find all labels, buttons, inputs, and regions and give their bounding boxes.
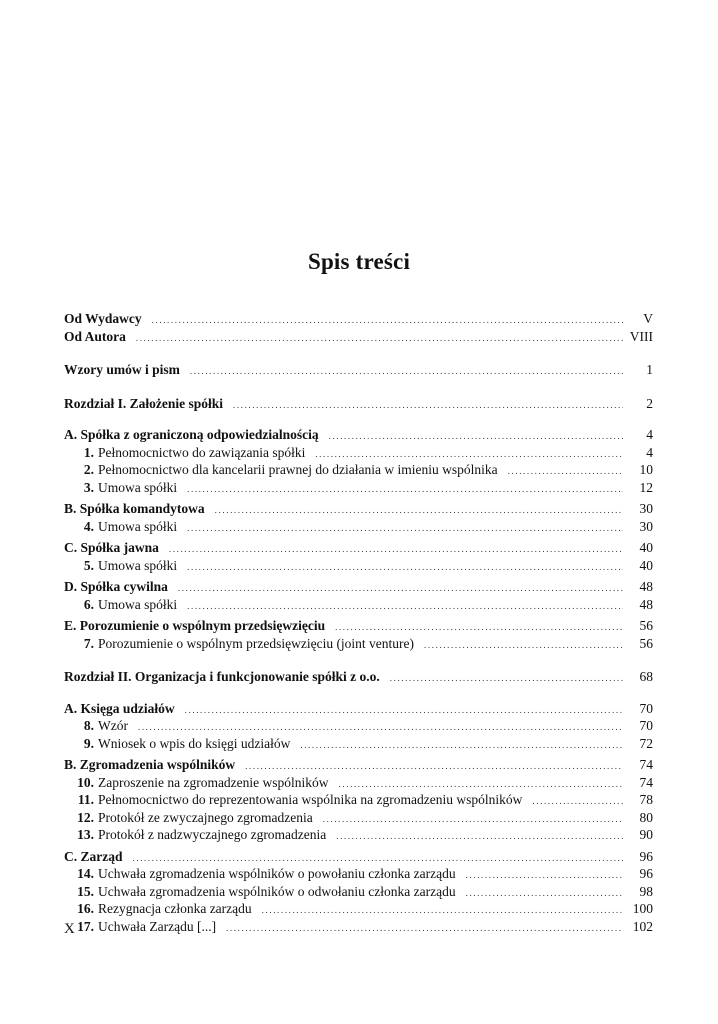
toc-page-number: VIII — [629, 328, 653, 344]
toc-entry-label: Uchwała zgromadzenia wspólników o odwołaniu członka zarządu — [98, 883, 456, 899]
toc-entry-number: 10. — [77, 774, 94, 790]
toc-page-number: 40 — [639, 557, 653, 573]
dot-leader — [187, 598, 623, 616]
toc-page-number: 80 — [639, 809, 653, 825]
toc-entry-label: Umowa spółki — [98, 557, 178, 573]
table-of-contents — [64, 310, 653, 935]
toc-page-number: 96 — [639, 866, 653, 881]
dot-leader — [187, 520, 623, 538]
toc-entry[interactable] — [64, 518, 653, 536]
toc-page-number: 4 — [646, 444, 653, 460]
toc-page-number: 78 — [639, 792, 653, 807]
dot-leader — [466, 885, 623, 903]
toc-entry-label: Uchwała Zarządu [...] — [98, 918, 217, 934]
toc-section-heading[interactable] — [64, 426, 653, 444]
toc-entry-number: 11. — [77, 792, 94, 807]
toc-entry-label: Rozdział I. Założenie spółki — [64, 395, 224, 411]
toc-entry-number: 4. — [83, 518, 94, 534]
toc-section-heading[interactable] — [64, 848, 653, 866]
dot-leader — [323, 811, 623, 829]
dot-leader — [187, 559, 623, 577]
toc-page-number: 100 — [632, 901, 653, 916]
toc-entry[interactable] — [64, 826, 653, 844]
dot-leader — [152, 312, 623, 330]
dot-leader — [532, 793, 623, 811]
toc-entry-label: Protokół z nadzwyczajnego zgromadzenia — [98, 827, 327, 842]
toc-entry-label: D. Spółka cywilna — [64, 579, 168, 594]
toc-page-number: 56 — [639, 635, 653, 651]
dot-leader — [187, 481, 623, 499]
toc-page-number: 4 — [646, 427, 653, 442]
toc-entry-label: Wniosek o wpis do księgi udziałów — [98, 735, 291, 751]
toc-entry-number: 9. — [83, 735, 94, 751]
toc-entry-label: B. Zgromadzenia wspólników — [64, 757, 236, 772]
toc-entry-number: 5. — [83, 557, 94, 573]
toc-entry-number: 14. — [77, 866, 94, 881]
toc-entry-label: Umowa spółki — [98, 596, 178, 612]
toc-page-number: 98 — [639, 883, 653, 899]
toc-entry[interactable] — [64, 557, 653, 575]
toc-entry[interactable] — [64, 865, 653, 883]
toc-section-heading[interactable] — [64, 310, 653, 328]
toc-entry-label: Pełnomocnictwo do reprezentowania wspólnika na zgromadzeniu wspólników — [98, 792, 523, 807]
dot-leader — [262, 902, 623, 920]
toc-entry-label: Protokół ze zwyczajnego zgromadzenia — [98, 809, 313, 825]
toc-entry-label: Zaproszenie na zgromadzenie wspólników — [98, 774, 329, 790]
toc-page-number: 48 — [639, 596, 653, 612]
dot-leader — [178, 580, 623, 598]
toc-entry[interactable] — [64, 479, 653, 497]
toc-spacer — [64, 652, 653, 668]
toc-page-number: 72 — [639, 735, 653, 751]
toc-page-number: 68 — [639, 669, 653, 684]
dot-leader — [329, 428, 623, 446]
toc-page-number: 56 — [639, 618, 653, 633]
toc-entry-number: 6. — [83, 596, 94, 612]
toc-page-number: 90 — [639, 827, 653, 842]
toc-page-number: 102 — [632, 918, 653, 934]
toc-page-number: 70 — [639, 700, 653, 716]
toc-entry-label: Rozdział II. Organizacja i funkcjonowanie spółki z o.o. — [64, 669, 380, 684]
toc-entry-label: Porozumienie o wspólnym przedsięwzięciu (joint venture) — [98, 635, 415, 651]
toc-spacer — [64, 412, 653, 426]
toc-entry-number: 7. — [83, 635, 94, 651]
dot-leader — [169, 541, 623, 559]
toc-entry-label: C. Zarząd — [64, 848, 123, 864]
toc-page-number: V — [643, 311, 653, 326]
toc-entry-label: E. Porozumienie o wspólnym przedsięwzięciu — [64, 618, 326, 633]
toc-page-number: 10 — [639, 462, 653, 477]
toc-section-heading[interactable] — [64, 700, 653, 718]
toc-entry-label: Umowa spółki — [98, 479, 178, 495]
toc-entry-label: Rezygnacja członka zarządu — [98, 901, 252, 916]
toc-section-heading[interactable] — [64, 617, 653, 635]
toc-entry-label: A. Księga udziałów — [64, 700, 175, 716]
toc-section-heading[interactable] — [64, 668, 653, 686]
toc-page-number: 74 — [639, 774, 653, 790]
toc-entry-label: Pełnomocnictwo do zawiązania spółki — [98, 444, 306, 460]
toc-spacer — [64, 345, 653, 361]
toc-entry-label: Umowa spółki — [98, 518, 178, 534]
toc-entry-number: 16. — [77, 901, 94, 916]
toc-entry[interactable] — [64, 717, 653, 735]
toc-entry[interactable] — [64, 735, 653, 753]
page-number: X — [64, 921, 75, 937]
dot-leader — [508, 463, 623, 481]
toc-entry-number: 13. — [77, 827, 94, 842]
toc-entry-label: A. Spółka z ograniczoną odpowiedzialnością — [64, 427, 319, 442]
dot-leader — [226, 920, 623, 938]
toc-section-heading[interactable] — [64, 539, 653, 557]
toc-entry-number: 3. — [83, 479, 94, 495]
toc-entry[interactable] — [64, 774, 653, 792]
toc-page-number: 12 — [639, 479, 653, 495]
toc-entry-label: Wzory umów i pism — [64, 362, 180, 377]
toc-entry-number: 12. — [77, 809, 94, 825]
toc-entry-label: Pełnomocnictwo dla kancelarii prawnej do działania w imieniu wspólnika — [98, 462, 498, 477]
dot-leader — [300, 737, 623, 755]
dot-leader — [424, 637, 623, 655]
toc-entry-number: 17. — [77, 918, 94, 934]
toc-page-number: 1 — [646, 362, 653, 377]
toc-section-heading[interactable] — [64, 361, 653, 379]
toc-section-heading[interactable] — [64, 395, 653, 413]
toc-entry-label: Uchwała zgromadzenia wspólników o powołaniu członka zarządu — [98, 866, 456, 881]
toc-entry[interactable] — [64, 883, 653, 901]
toc-section-heading[interactable] — [64, 756, 653, 774]
dot-leader — [336, 828, 623, 846]
toc-entry[interactable] — [64, 809, 653, 827]
toc-page-number: 96 — [639, 848, 653, 864]
dot-leader — [233, 397, 623, 415]
toc-page-number: 30 — [639, 501, 653, 516]
dot-leader — [390, 670, 623, 688]
dot-leader — [215, 502, 623, 520]
toc-entry-label: Wzór — [98, 718, 128, 733]
toc-entry-number: 2. — [83, 462, 94, 477]
toc-entry[interactable] — [64, 635, 653, 653]
toc-entry-label: Od Autora — [64, 328, 126, 344]
toc-entry[interactable] — [64, 791, 653, 809]
dot-leader — [136, 330, 623, 348]
toc-entry[interactable] — [64, 918, 653, 936]
toc-entry[interactable] — [64, 461, 653, 479]
toc-entry-label: B. Spółka komandytowa — [64, 501, 205, 516]
toc-page-number: 30 — [639, 518, 653, 534]
dot-leader — [466, 867, 623, 885]
toc-entry-label: C. Spółka jawna — [64, 540, 159, 555]
dot-leader — [190, 363, 623, 381]
toc-page-number: 2 — [646, 395, 653, 411]
toc-section-heading[interactable] — [64, 578, 653, 596]
toc-entry[interactable] — [64, 900, 653, 918]
toc-page-number: 70 — [639, 718, 653, 733]
toc-spacer — [64, 379, 653, 395]
toc-entry-number: 8. — [83, 718, 94, 733]
toc-entry-label: Od Wydawcy — [64, 311, 142, 326]
toc-entry[interactable] — [64, 596, 653, 614]
toc-entry-number: 1. — [83, 444, 94, 460]
dot-leader — [185, 702, 623, 720]
toc-page-number: 40 — [639, 540, 653, 555]
toc-spacer — [64, 686, 653, 700]
toc-entry-number: 15. — [77, 883, 94, 899]
page-title: Spis treści — [307, 249, 411, 274]
toc-page-number: 48 — [639, 579, 653, 594]
toc-entry[interactable] — [64, 444, 653, 462]
toc-page-number: 74 — [639, 757, 653, 772]
toc-section-heading[interactable] — [64, 328, 653, 346]
toc-section-heading[interactable] — [64, 500, 653, 518]
